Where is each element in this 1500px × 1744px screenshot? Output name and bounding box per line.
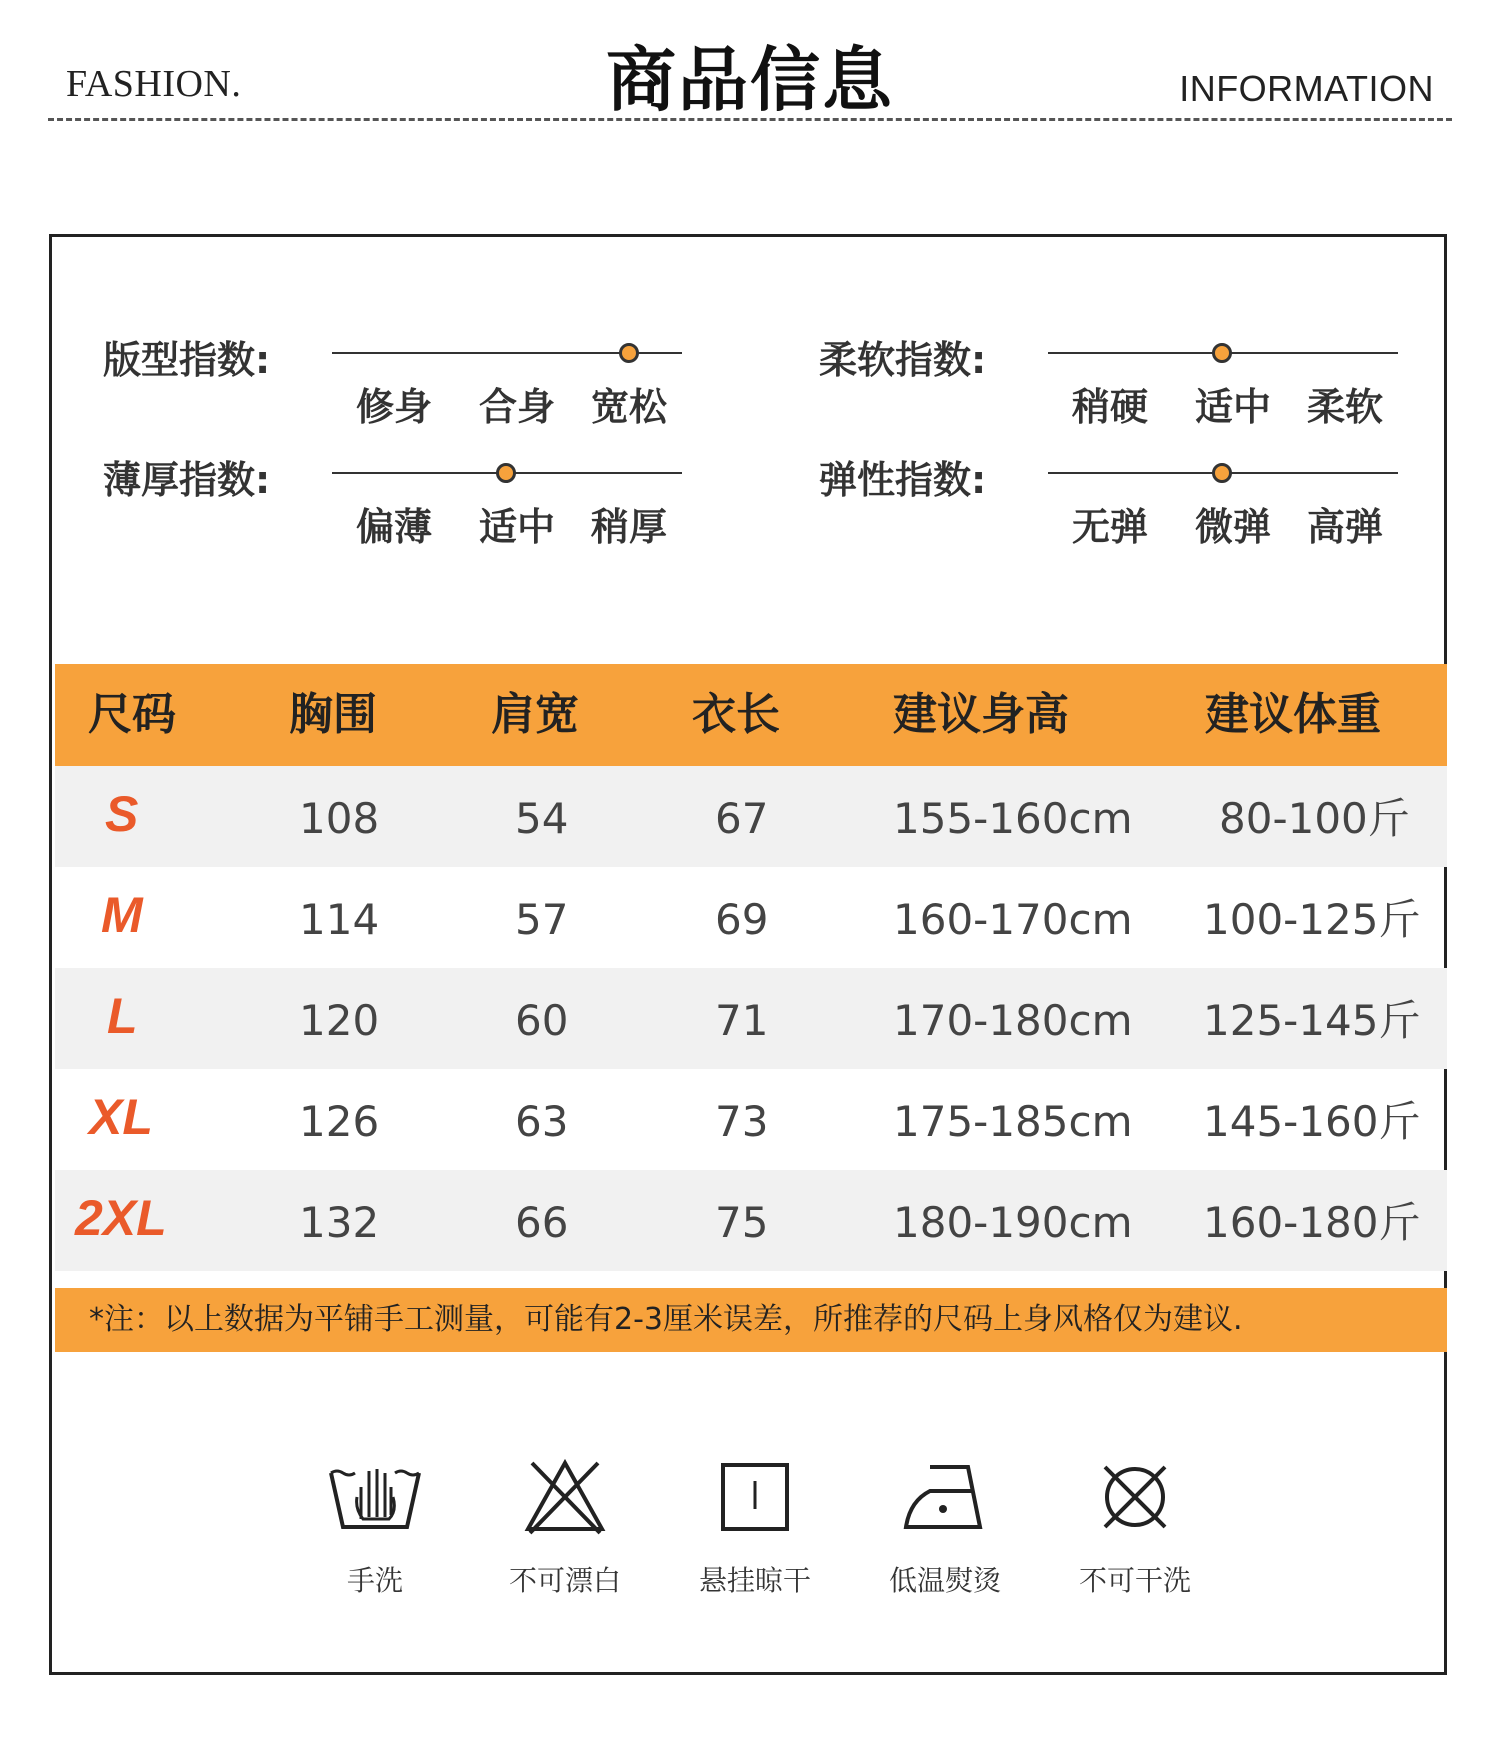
care-item-hand-wash: [280, 1457, 470, 1599]
shoulder-cell: 63: [515, 1097, 569, 1146]
softness-option: 稍硬: [1071, 385, 1148, 429]
size-cell: L: [107, 988, 138, 1044]
measurement-note: *注：以上数据为平铺手工测量，可能有2-3厘米误差，所推荐的尺码上身风格仅为建议.: [55, 1288, 1447, 1352]
length-cell: 71: [715, 996, 769, 1045]
softness-index-marker: [1212, 343, 1232, 363]
size-table-header: [55, 664, 1447, 766]
height-cell: 170-180cm: [893, 996, 1133, 1045]
elasticity-option: 微弹: [1194, 505, 1271, 549]
elasticity-index-label: 弹性指数:: [819, 458, 987, 502]
chest-cell: 132: [299, 1198, 380, 1247]
header-height: 建议身高: [893, 689, 1069, 740]
softness-option: 柔软: [1306, 385, 1383, 429]
fit-index-marker: [619, 343, 639, 363]
elasticity-option: 高弹: [1306, 505, 1383, 549]
care-item-low-iron: [850, 1457, 1040, 1599]
elasticity-index-marker: [1212, 463, 1232, 483]
length-cell: 73: [715, 1097, 769, 1146]
thickness-option: 适中: [478, 505, 555, 549]
fit-index-label: 版型指数:: [103, 338, 271, 382]
weight-cell: 125-145斤: [1203, 996, 1421, 1045]
care-item-hang-dry: [660, 1457, 850, 1599]
shoulder-cell: 60: [515, 996, 569, 1045]
chest-cell: 126: [299, 1097, 380, 1146]
shoulder-cell: 57: [515, 895, 569, 944]
care-label: 悬挂晾干: [698, 1564, 811, 1597]
height-cell: 155-160cm: [893, 794, 1133, 843]
header-length: 衣长: [692, 689, 780, 740]
header-weight: 建议体重: [1205, 689, 1381, 740]
length-cell: 75: [715, 1198, 769, 1247]
fit-option: 宽松: [590, 385, 667, 429]
care-item-no-dry-clean: [1040, 1457, 1230, 1599]
thickness-option: 偏薄: [355, 505, 432, 549]
softness-option: 适中: [1194, 385, 1271, 429]
weight-cell: 160-180斤: [1203, 1198, 1421, 1247]
header-chest: 胸围: [289, 689, 377, 740]
length-cell: 67: [715, 794, 769, 843]
fashion-label: FASHION.: [66, 63, 242, 105]
page-title: 商品信息: [606, 39, 894, 121]
thickness-index-label: 薄厚指数:: [103, 458, 271, 502]
no-bleach-icon: [522, 1457, 608, 1537]
table-row: [55, 1069, 1447, 1170]
chest-cell: 120: [299, 996, 380, 1045]
weight-cell: 100-125斤: [1203, 895, 1421, 944]
hand-wash-icon: [327, 1457, 423, 1537]
care-label: 手洗: [346, 1564, 403, 1597]
chest-cell: 114: [299, 895, 380, 944]
care-label: 不可漂白: [508, 1564, 621, 1597]
height-cell: 160-170cm: [893, 895, 1133, 944]
size-cell: XL: [89, 1089, 153, 1145]
height-cell: 175-185cm: [893, 1097, 1133, 1146]
product-info-card: [49, 234, 1447, 1675]
elasticity-option: 无弹: [1071, 505, 1148, 549]
table-row: [55, 766, 1447, 867]
weight-cell: 80-100斤: [1219, 794, 1410, 843]
care-label: 低温熨烫: [888, 1564, 1001, 1597]
hang-dry-icon: [715, 1457, 795, 1537]
table-row: [55, 968, 1447, 1069]
thickness-option: 稍厚: [590, 505, 667, 549]
fit-option: 合身: [478, 385, 555, 429]
shoulder-cell: 54: [515, 794, 569, 843]
thickness-index-marker: [496, 463, 516, 483]
page-header: [0, 0, 1500, 130]
header-shoulder: 肩宽: [491, 689, 579, 740]
length-cell: 69: [715, 895, 769, 944]
shoulder-cell: 66: [515, 1198, 569, 1247]
care-item-no-bleach: [470, 1457, 660, 1599]
header-size: 尺码: [88, 689, 176, 740]
weight-cell: 145-160斤: [1203, 1097, 1421, 1146]
table-row: [55, 867, 1447, 968]
size-cell: S: [105, 786, 139, 842]
no-dry-clean-icon: [1095, 1457, 1175, 1537]
header-divider: [48, 118, 1452, 121]
low-iron-icon: [900, 1457, 990, 1537]
fit-option: 修身: [355, 385, 432, 429]
height-cell: 180-190cm: [893, 1198, 1133, 1247]
chest-cell: 108: [299, 794, 380, 843]
care-label: 不可干洗: [1078, 1564, 1191, 1597]
size-cell: 2XL: [75, 1190, 167, 1246]
information-label: INFORMATION: [1179, 68, 1434, 109]
softness-index-label: 柔软指数:: [819, 338, 987, 382]
table-row: [55, 1170, 1447, 1271]
size-cell: M: [101, 887, 143, 943]
